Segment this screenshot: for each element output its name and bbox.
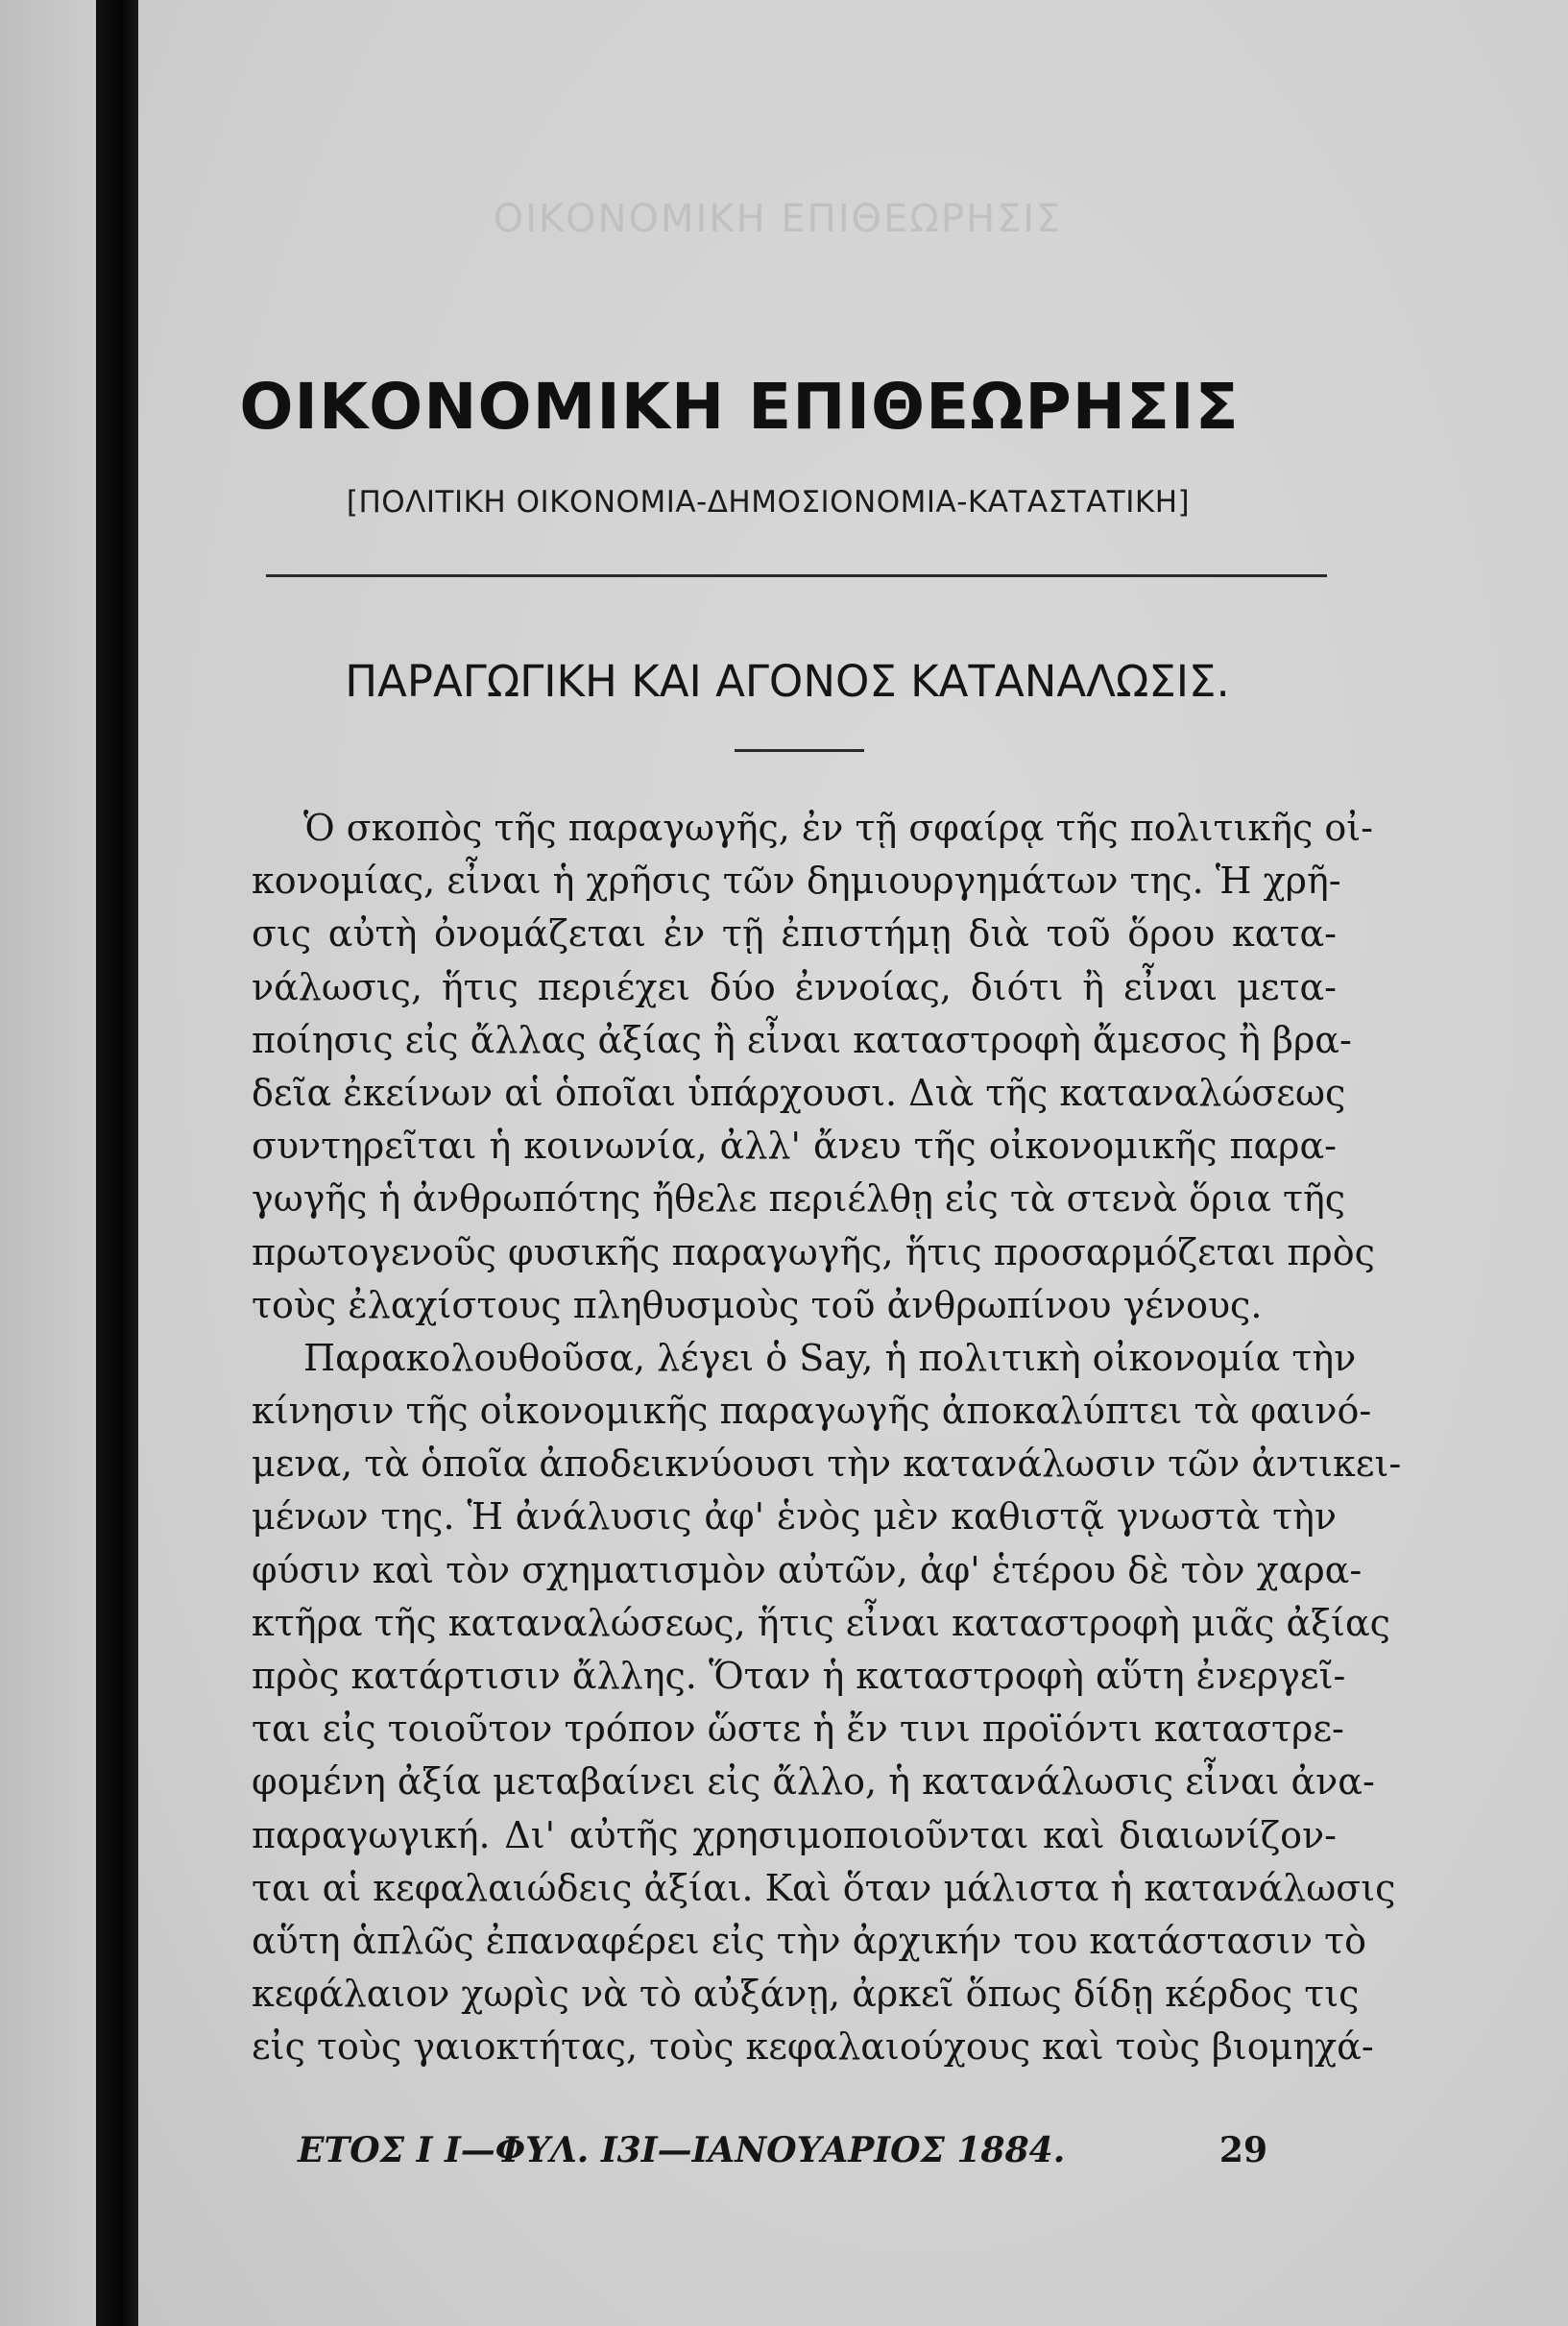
body-line: φύσιν καὶ τὸν σχηματισμὸν αὐτῶν, ἀφ' ἑτέρου δὲ τὸν χαρα- [252, 1548, 1363, 1591]
body-line: ποίησις εἰς ἄλλας ἀξίας ἢ εἶναι καταστροφὴ ἄμεσος ἢ βρα- [252, 1018, 1352, 1061]
journal-subtitle: [ΠΟΛΙΤΙΚΗ ΟΙΚΟΝΟΜΙΑ-ΔΗΜΟΣΙΟΝΟΜΙΑ-ΚΑΤΑΣΤΑΤΙΚΗ] [346, 485, 1191, 520]
body-line: ται αἱ κεφαλαιώδεις ἀξίαι. Καὶ ὅταν μάλιστα ἡ κατανάλωσις [252, 1866, 1396, 1909]
page-number: 29 [1218, 2130, 1267, 2170]
body-line: κεφάλαιον χωρὶς νὰ τὸ αὐξάνῃ, ἀρκεῖ ὅπως δίδῃ κέρδος τις [252, 1973, 1360, 2016]
body-line: αὕτη ἁπλῶς ἐπαναφέρει εἰς τὴν ἀρχικήν του κατάστασιν τὸ [252, 1919, 1367, 1962]
body-line: εἰς τοὺς γαιοκτήτας, τοὺς κεφαλαιούχους καὶ τοὺς βιομηχά- [252, 2025, 1374, 2069]
body-line: κτῆρα τῆς καταναλώσεως, ἥτις εἶναι καταστροφὴ μιᾶς ἀξίας [252, 1601, 1390, 1644]
body-line: γωγῆς ἡ ἀνθρωπότης ἤθελε περιέλθῃ εἰς τὰ στενὰ ὅρια τῆς [252, 1177, 1346, 1221]
body-line: νάλωσις, ἥτις περιέχει δύο ἐννοίας, διότι ἢ εἶναι μετα- [252, 965, 1337, 1008]
body-line: ται εἰς τοιοῦτον τρόπον ὥστε ἡ ἔν τινι προϊόντι καταστρε- [252, 1708, 1344, 1751]
body-line: πρωτογενοῦς φυσικῆς παραγωγῆς, ἥτις προσαρμόζεται πρὸς [252, 1230, 1375, 1273]
facing-page-edge [0, 0, 96, 2326]
bleed-through-header: ΟΙΚΟΝΟΜΙΚΗ ΕΠΙΘΕΩΡΗΣΙΣ [493, 197, 1063, 241]
book-spine [96, 0, 138, 2326]
header-divider [266, 574, 1327, 577]
body-line: κονομίας, εἶναι ἡ χρῆσις τῶν δημιουργημάτων της. Ἡ χρῆ- [252, 860, 1341, 903]
body-line: Παρακολουθοῦσα, λέγει ὁ Say, ἡ πολιτικὴ οἰκονομία τὴν [303, 1336, 1357, 1379]
journal-title: ΟΙΚΟΝΟΜΙΚΗ ΕΠΙΘΕΩΡΗΣΙΣ [239, 370, 1240, 444]
body-line: τοὺς ἐλαχίστους πληθυσμοὺς τοῦ ἀνθρωπίνου γένους. [252, 1283, 1263, 1326]
page-footer [298, 2130, 1306, 2178]
body-line: δεῖα ἐκείνων αἱ ὁποῖαι ὑπάρχουσι. Διὰ τῆς καταναλώσεως [252, 1071, 1346, 1114]
body-line: παραγωγική. Δι' αὐτῆς χρησιμοποιοῦνται καὶ διαιωνίζον- [252, 1813, 1337, 1856]
body-line: μένων της. Ἡ ἀνάλυσις ἀφ' ἑνὸς μὲν καθιστᾷ γνωστὰ τὴν [252, 1495, 1337, 1539]
article-body [252, 802, 1402, 2074]
body-line: Ὁ σκοπὸς τῆς παραγωγῆς, ἐν τῇ σφαίρᾳ τῆς πολιτικῆς οἰ- [303, 807, 1373, 849]
title-divider [735, 749, 864, 752]
body-line: μενα, τὰ ὁποῖα ἀποδεικνύουσι τὴν κατανάλωσιν τῶν ἀντικει- [252, 1442, 1402, 1486]
body-line: σις αὐτὴ ὀνομάζεται ἐν τῇ ἐπιστήμῃ διὰ τοῦ ὅρου κατα- [252, 912, 1337, 956]
body-line: συντηρεῖται ἡ κοινωνία, ἀλλ' ἄνευ τῆς οἰκονομικῆς παρα- [252, 1125, 1337, 1168]
body-line: πρὸς κατάρτισιν ἄλλης. Ὅταν ἡ καταστροφὴ αὕτη ἐνεργεῖ- [252, 1655, 1346, 1697]
body-line: φομένη ἀξία μεταβαίνει εἰς ἄλλο, ἡ κατανάλωσις εἶναι ἀνα- [252, 1760, 1375, 1804]
body-line: κίνησιν τῆς οἰκονομικῆς παραγωγῆς ἀποκαλύπτει τὰ φαινό- [252, 1390, 1372, 1433]
issue-info: ΕΤΟΣ Ι Ι—ΦΥΛ. Ι3Ι—ΙΑΝΟΥΑΡΙΟΣ 1884. [298, 2130, 1066, 2170]
article-title: ΠΑΡΑΓΩΓΙΚΗ ΚΑΙ ΑΓΟΝΟΣ ΚΑΤΑΝΑΛΩΣΙΣ. [345, 656, 1230, 707]
